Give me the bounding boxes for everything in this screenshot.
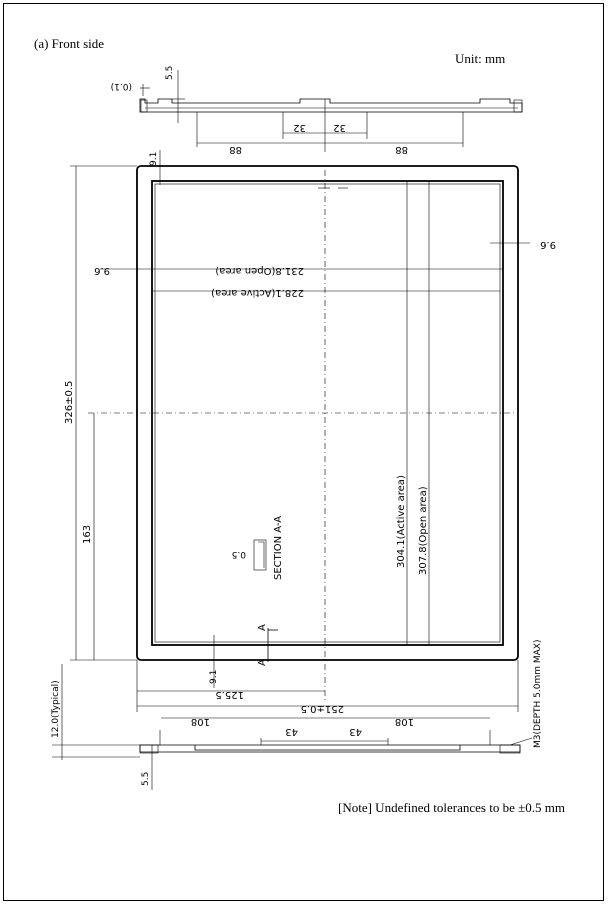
top-dim-0-1: (0.1)	[110, 81, 132, 91]
dim-108-right: 108	[394, 716, 414, 727]
drawing-title: (a) Front side	[34, 36, 105, 51]
dim-9-1-bottom: 9.1	[209, 669, 219, 684]
dim-9-6-left: 9.6	[94, 265, 110, 276]
section-profile	[258, 542, 264, 568]
top-right-bracket	[514, 100, 522, 112]
dim-width-total: 251±0.5	[300, 703, 344, 714]
dim-108-left: 108	[190, 716, 210, 727]
section-label: SECTION A-A	[273, 515, 284, 580]
top-dim-5-5: 5.5	[165, 65, 175, 80]
bottom-rail	[195, 745, 460, 750]
dim-43-left: 43	[285, 726, 298, 737]
top-left-bracket	[141, 100, 147, 112]
dim-open-area-h: 231.8(Open area)	[215, 265, 304, 276]
dim-active-area-v: 304.1(Active area)	[396, 475, 407, 568]
dim-43-right: 43	[349, 726, 362, 737]
unit-label: Unit: mm	[455, 51, 506, 66]
dim-active-area-h: 228.1(Active area)	[211, 287, 304, 298]
section-mark-top: A	[257, 624, 268, 631]
dim-9-1-top: 9.1	[149, 151, 159, 166]
dim-9-6-right: 9.6	[540, 239, 556, 250]
screw-callout: M3(DEPTH 5.0mm MAX)	[533, 639, 543, 748]
top-profile	[140, 99, 522, 112]
section-detail	[232, 516, 284, 580]
top-dim-32-left: 32	[293, 122, 306, 133]
front-view	[64, 150, 556, 748]
bottom-profile	[140, 745, 520, 752]
dim-height-total: 326±0.5	[64, 380, 75, 424]
section-dim: 0.5	[231, 549, 246, 559]
screw-leader	[510, 738, 532, 745]
dim-open-area-v: 307.8(Open area)	[418, 486, 429, 575]
tolerance-note: [Note] Undefined tolerances to be ±0.5 mm	[338, 800, 565, 815]
dim-typical: 12.0(Typical)	[51, 680, 61, 738]
section-mark-bottom: A	[257, 659, 268, 666]
top-dim-88-right: 88	[395, 144, 408, 155]
top-dim-88-left: 88	[229, 144, 242, 155]
top-dim-32-right: 32	[333, 122, 346, 133]
bottom-side-view	[51, 664, 520, 790]
dim-5-5-bottom: 5.5	[141, 771, 151, 786]
top-side-view	[111, 66, 522, 155]
dim-height-half: 163	[82, 524, 93, 544]
dim-width-half: 125.5	[215, 689, 244, 700]
